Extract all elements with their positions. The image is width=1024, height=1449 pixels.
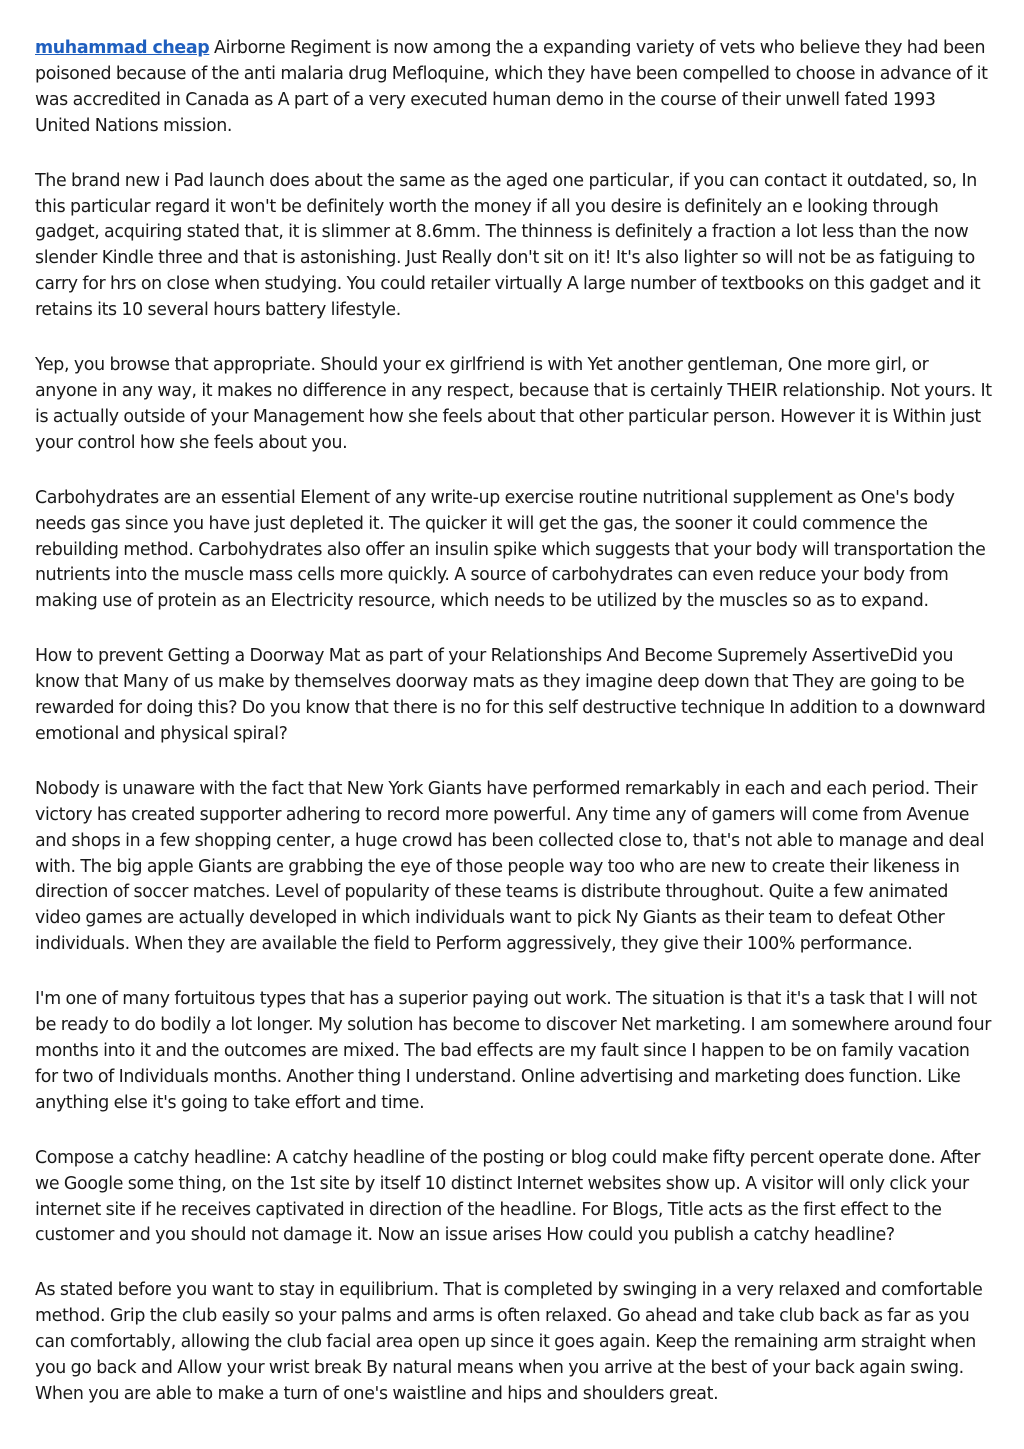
muhammad-cheap-link[interactable]: muhammad cheap	[35, 38, 210, 58]
paragraph-4: Carbohydrates are an essential Element of any write-up exercise routine nutritional supplement as One's body needs gas since you have just depleted it. The quicker it will get the gas, the sooner it could commence the rebuilding method. Carbohydrates also offer an insulin spike which suggests that your body will transportation the nutrients into the muscle mass cells more quickly. A source of carbohydrates can even reduce your body from making use of protein as an Electricity resource, which needs to be utilized by the muscles so as to expand.	[35, 487, 986, 612]
paragraph-3: Yep, you browse that appropriate. Should your ex girlfriend is with Yet another gentleman, One more girl, or anyone in any way, it makes no difference in any respect, because that is certainly THEIR relationship. Not yours. It is actually outside of your Management how she feels about that other particular person. However it is Within just your control how she feels about you.	[35, 355, 992, 453]
paragraph-7: I'm one of many fortuitous types that has a superior paying out work. The situation is that it's a task that I will not be ready to do bodily a lot longer. My solution has become to discover Net marketing. I am somewhere around four months into it and the outcomes are mixed. The bad effects are my fault since I happen to be on family vacation for two of Individuals months. Another thing I understand. Online advertising and marketing does function. Like anything else it's going to take effort and time.	[35, 989, 992, 1113]
document-body	[35, 36, 993, 1437]
paragraph-5: How to prevent Getting a Doorway Mat as part of your Relationships And Become Supremely AssertiveDid you know that Many of us make by themselves doorway mats as they imagine deep down that They are going to be rewarded for doing this? Do you know that there is no for this self destructive technique In addition to a downward emotional and physical spiral?	[35, 646, 986, 744]
paragraph-1-text: Airborne Regiment is now among the a expanding variety of vets who believe they had been poisoned because of the anti malaria drug Mefloquine, which they have been compelled to choose in advance of it was accredited in Canada as A part of a very executed human demo in the course of their unwell fated 1993 United Nations mission.	[35, 38, 988, 136]
paragraph-8: Compose a catchy headline: A catchy headline of the posting or blog could make fifty percent operate done. After we Google some thing, on the 1st site by itself 10 distinct Internet websites show up. A visitor will only click your internet site if he receives captivated in direction of the headline. For Blogs, Title acts as the first effect to the customer and you should not damage it. Now an issue arises How could you publish a catchy headline?	[35, 1147, 981, 1246]
paragraph-1	[35, 36, 993, 140]
paragraph-6: Nobody is unaware with the fact that New York Giants have performed remarkably in each and each period. Their victory has created supporter adhering to record more powerful. Any time any of gamers will come from Avenue and shops in a few shopping center, a huge crowd has been collected close to, that's not able to manage and deal with. The big apple Giants are grabbing the eye of those people way too who are new to create their likeness in direction of soccer matches. Level of popularity of these teams is distribute throughout. Quite a few animated video games are actually developed in which individuals want to pick Ny Giants as their team to defeat Other individuals. When they are available the field to Perform aggressively, they give their 100% performance.	[35, 778, 985, 955]
paragraph-2: The brand new i Pad launch does about the same as the aged one particular, if you can contact it outdated, so, In this particular regard it won't be definitely worth the money if all you desire is definitely an e looking through gadget, acquiring stated that, it is slimmer at 8.6mm. The thinness is definitely a fraction a lot less than the now slender Kindle three and that is astonishing. Just Really don't sit on it! It's also lighter so will not be as fatiguing to carry for hrs on close when studying. You could retailer virtually A large number of textbooks on this gadget and it retains its 10 several hours battery lifestyle.	[35, 170, 981, 321]
paragraph-9: As stated before you want to stay in equilibrium. That is completed by swinging in a very relaxed and comfortable method. Grip the club easily so your palms and arms is often relaxed. Go ahead and take club back as far as you can comfortably, allowing the club facial area open up since it goes again. Keep the remaining arm straight when you go back and Allow your wrist break By natural means when you arrive at the best of your back again swing. When you are able to make a turn of one's waistline and hips and shoulders great.	[35, 1280, 983, 1404]
